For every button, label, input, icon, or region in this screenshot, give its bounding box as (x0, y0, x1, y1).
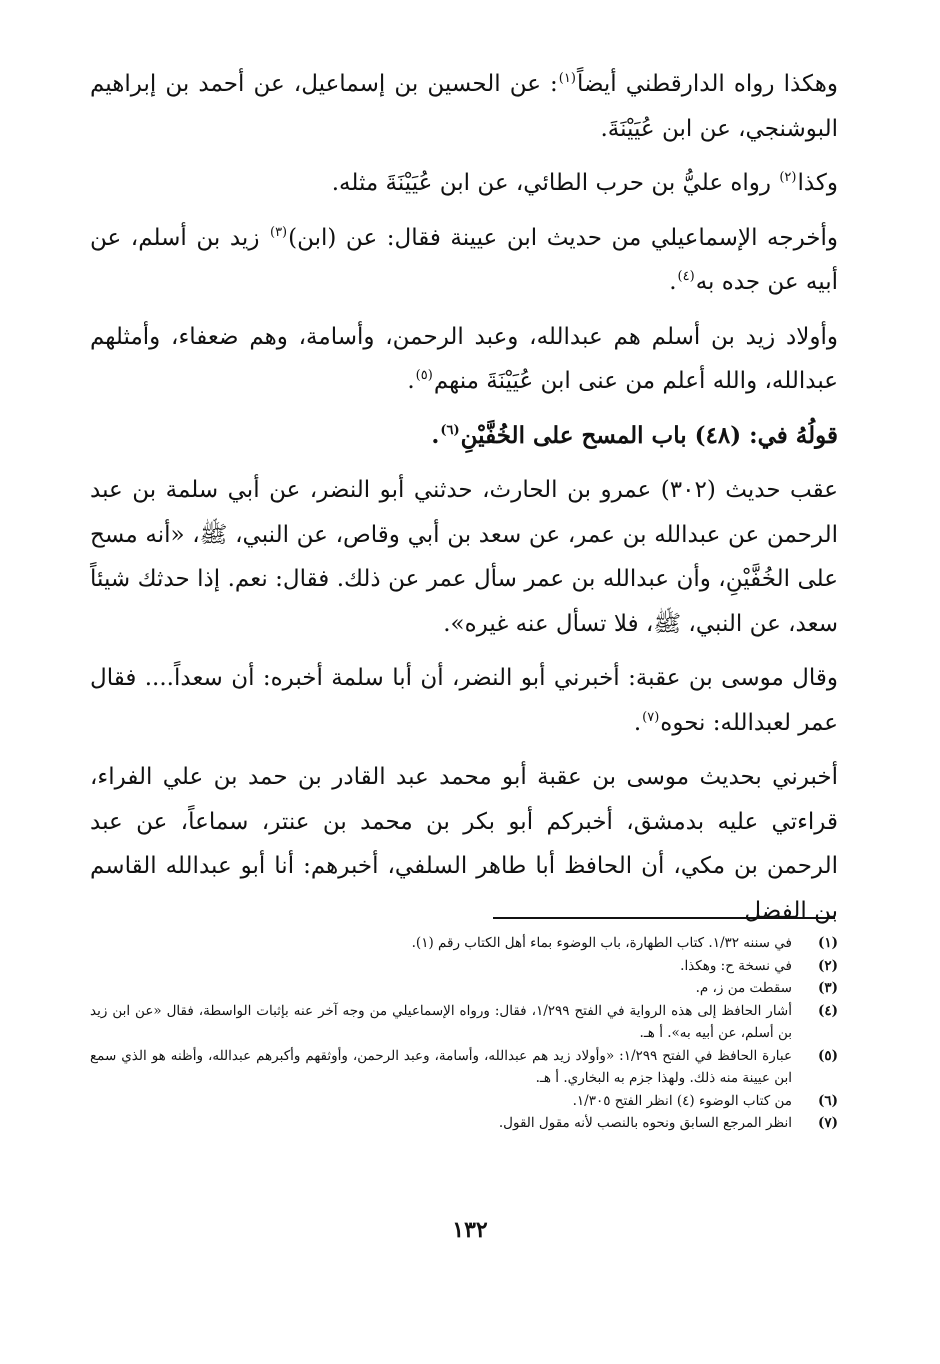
footnote-4: (٤) أشار الحافظ إلى هذه الرواية في الفتح ١/٢٩٩، فقال: ورواه الإسماعيلي من وجه آخر عنه بإثبات الواسطة، فقال «عن ابن زيد بن أسلم، عن أبيه به». أ هـ. (90, 1002, 838, 1041)
footnote-ref-5[interactable]: (٥) (415, 368, 433, 383)
footnote-ref-1[interactable]: (١) (558, 71, 576, 86)
footnote-ref-6[interactable]: (٦) (440, 422, 460, 438)
paragraph-3: وأخرجه الإسماعيلي من حديث ابن عيينة فقال: عن (ابن)$^{(٣)}$ زيد بن أسلم، عن أبيه عن جده به$^{(٤)}$. (90, 224, 838, 295)
paragraph-1: وهكذا رواه الدارقطني أيضاً$^{(١)}$: عن الحسين بن إسماعيل، عن أحمد بن إبراهيم البوشنجي، عن ابن عُيَيْنَةَ. (90, 71, 838, 142)
paragraph-musa: وقال موسى بن عقبة: أخبرني أبو النضر، أن أبا سلمة أخبره: أن سعداً.... فقال عمر لعبدالله: نحوه$^{(٧)}$. (90, 665, 838, 736)
footnote-ref-4[interactable]: (٤) (677, 269, 695, 284)
footnote-divider (493, 917, 835, 919)
footnote-ref-7[interactable]: (٧) (642, 709, 660, 725)
paragraph-isnad: أخبرني بحديث موسى بن عقبة أبو محمد عبد القادر بن حمد بن علي الفراء، قراءتي عليه بدمشق، أخبركم أبو بكر بن محمد بن عنتر، سماعاً، عن عبد الرحمن بن مكي، أن الحافظ أبا طاهر السلفي، أخبرهم: أنا أبو عبدالله القاسم بن الفضل (90, 764, 838, 924)
footnotes (90, 932, 838, 1135)
main-text (90, 62, 838, 943)
paragraph-hadith: عقب حديث (٣٠٢) عمرو بن الحارث، حدثني أبو النضر، عن أبي سلمة بن عبد الرحمن عن عبدالله بن عمر، عن سعد بن أبي وقاص، عن النبي، ﷺ، «أنه مسح على الخُفَّيْنِ، وأن عبدالله بن عمر سأل عمر عن ذلك. فقال: نعم. إذا حدثك شيئاً سعد، عن النبي، ﷺ، فلا تسأل عنه غيره». (90, 477, 838, 637)
paragraph-2: وكذا$^{(٢)}$ رواه عليُّ بن حرب الطائي، عن ابن عُيَيْنَةَ مثله. (331, 170, 838, 196)
paragraph-4: وأولاد زيد بن أسلم هم عبدالله، وعبد الرحمن، وأسامة، وهم ضعفاء، وأمثلهم عبدالله، والله أعلم من عنى ابن عُيَيْنَةَ منهم$^{(٥)}$. (90, 323, 838, 394)
footnote-ref-3[interactable]: (٣) (269, 224, 288, 240)
section-heading: قولُهُ في: (٤٨) باب المسح على الخُفَّيْنِ$^{(٦)}$. (431, 421, 838, 449)
footnote-6: (٦) من كتاب الوضوء (٤) انظر الفتح ١/٣٠٥. (572, 1092, 838, 1109)
footnote-5: (٥) عبارة الحافظ في الفتح ١/٢٩٩: «وأولاد زيد هم عبدالله، وأسامة، وعبد الرحمن، وأوثقهم وأكبرهم عبدالله، وأظنه هو الذي سمع ابن عيينة منه ذلك. ولهذا جزم به البخاري. أ هـ. (90, 1047, 838, 1086)
footnote-3: (٣) سقطت من ز، م. (695, 980, 838, 996)
page-number: ١٣٢ (452, 1217, 488, 1243)
footnote-2: (٢) في نسخة ح: وهكذا. (680, 957, 838, 974)
footnote-1: (١) في سننه ١/٣٢. كتاب الطهارة، باب الوضوء بماء أهل الكتاب رقم (١). (411, 935, 838, 951)
footnote-ref-2[interactable]: (٢) (779, 170, 797, 185)
footnote-7: (٧) انظر المرجع السابق ونحوه بالنصب لأنه مقول القول. (498, 1115, 838, 1131)
